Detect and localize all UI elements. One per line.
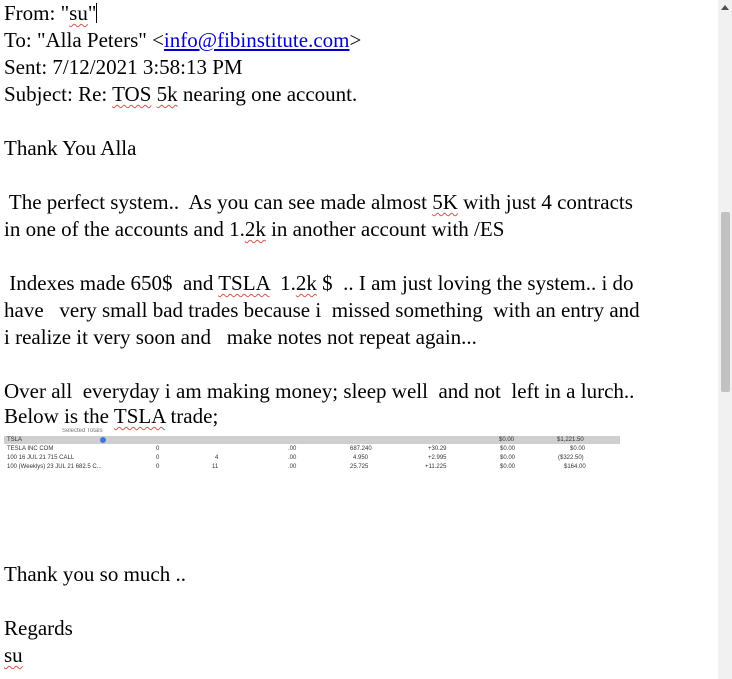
table-title: Selected Totals: [62, 428, 103, 434]
table-row: 100 (Weeklys) 23 JUL 21 682.5 C... 0 11 .00 25.725 +11.225 $0.00 $164.00: [7, 464, 586, 470]
greeting: Thank You Alla: [4, 136, 137, 160]
scrollbar-thumb[interactable]: [721, 212, 730, 392]
regards-line: Regards: [4, 616, 73, 640]
subject-line: Subject: Re: TOS 5k nearing one account.: [4, 82, 358, 106]
table-row: 100 16 JUL 21 715 CALL 0 4 .00 4.950 +2.995 $0.00 ($322.50): [7, 455, 584, 461]
recipient-email-link[interactable]: info@fibinstitute.com: [163, 28, 350, 52]
trade-screenshot-image: [4, 428, 620, 478]
text-cursor: [96, 3, 97, 23]
table-header-row: TSLA $0.00 $1,221.50: [4, 436, 620, 444]
paragraph-3-line-1: Over all everyday i am making money; sleep well and not left in a lurch..: [4, 379, 635, 403]
thanks-line: Thank you so much ..: [4, 562, 186, 586]
from-line: From: "su": [4, 1, 97, 25]
header-symbol: TSLA: [7, 437, 23, 443]
info-icon: [100, 437, 106, 443]
paragraph-3-line-2: Below is the TSLA trade;: [4, 404, 219, 428]
table-row: TESLA INC COM 0 .00 687.240 +30.29 $0.00 $0.00: [7, 446, 586, 452]
paragraph-2-line-1: Indexes made 650$ and TSLA 1.2k $ .. I am just loving the system.. i do: [4, 271, 634, 295]
paragraph-2-line-3: i realize it very soon and make notes not repeat again...: [4, 325, 477, 349]
sent-line: Sent: 7/12/2021 3:58:13 PM: [4, 55, 243, 79]
to-line: To: "Alla Peters" <info@fibinstitute.com>: [4, 28, 362, 52]
scroll-up-arrow-icon[interactable]: [718, 0, 732, 14]
paragraph-1-line-2: in one of the accounts and 1.2k in another account with /ES: [4, 217, 505, 241]
vertical-scrollbar[interactable]: [718, 0, 732, 679]
from-name: su: [69, 1, 88, 25]
signature: su: [4, 643, 23, 667]
paragraph-1-line-1: The perfect system.. As you can see made almost 5K with just 4 contracts: [4, 190, 633, 214]
paragraph-2-line-2: have very small bad trades because i missed something with an entry and: [4, 298, 640, 322]
